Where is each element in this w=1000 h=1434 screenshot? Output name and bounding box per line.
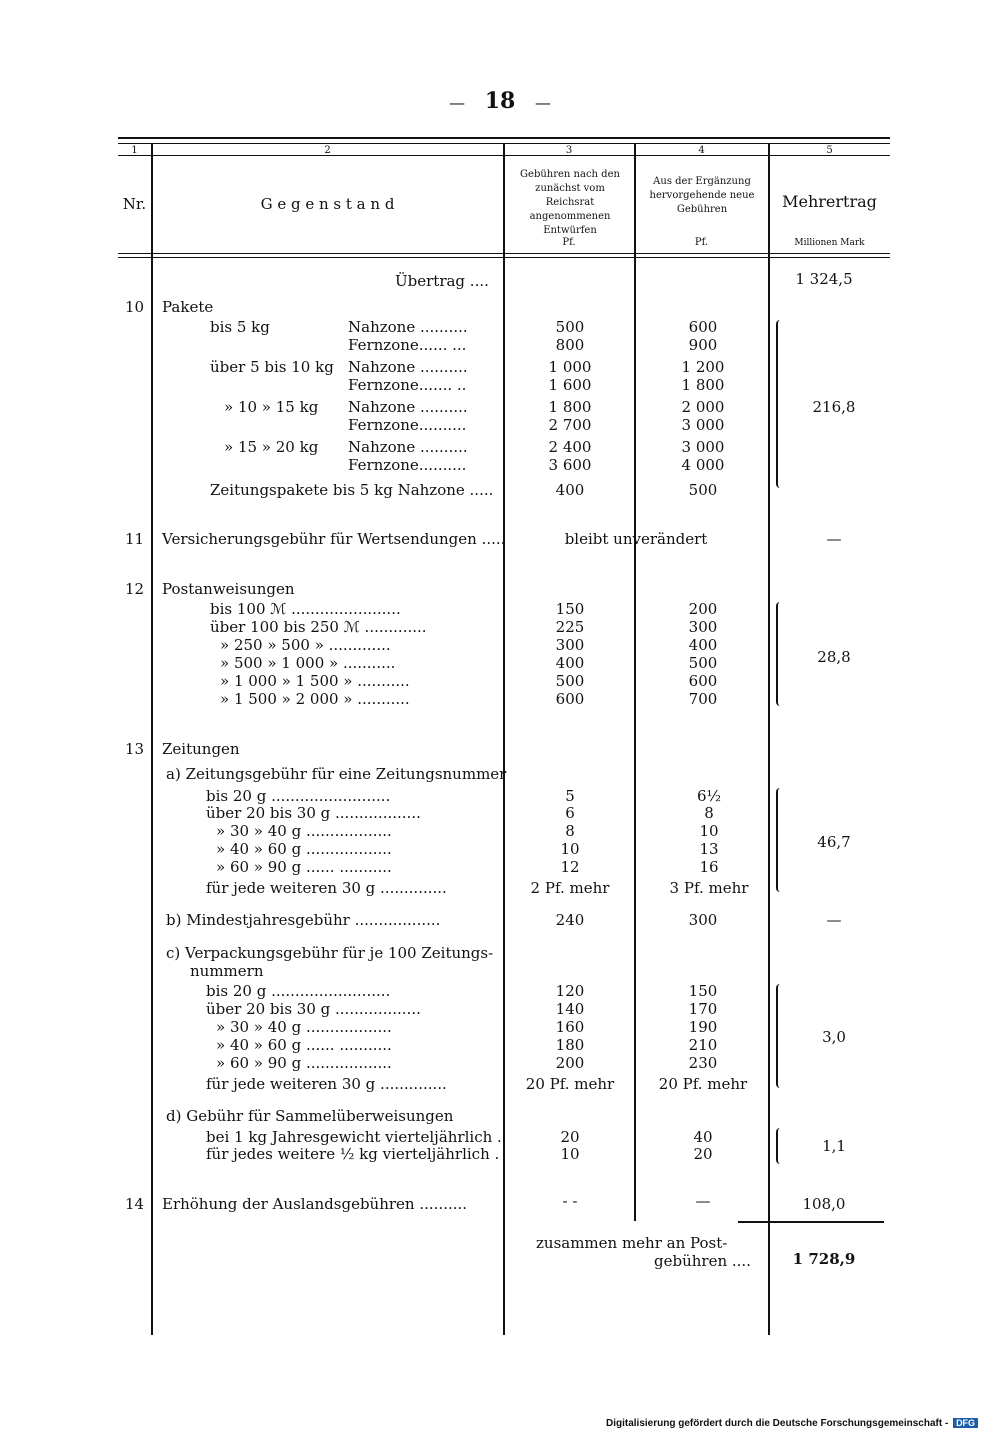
s13a-row-label: » 60 » 90 g ...... ...........: [216, 858, 392, 876]
s13d-c4: 20: [693, 1145, 713, 1163]
s12-c4: 300: [688, 618, 718, 636]
unit-col3: Pf.: [562, 237, 576, 248]
col-num-4: 4: [698, 145, 705, 156]
header-nr: Nr.: [122, 195, 147, 213]
s13c-c4: 170: [688, 1000, 718, 1018]
s13a-mehr: 46,7: [817, 833, 851, 851]
s13a-row-label: für jede weiteren 30 g ..............: [206, 879, 447, 897]
s10-zone: Fernzone...... ...: [348, 336, 467, 354]
s10-c4: 1 800: [681, 376, 725, 394]
s10-zone: Nahzone ..........: [348, 318, 468, 336]
s13d-row-label: bei 1 kg Jahresgewicht vierteljährlich .: [206, 1128, 502, 1146]
s13d-row-label: für jedes weitere ½ kg vierteljährlich .: [206, 1145, 500, 1163]
s12-c4: 600: [688, 672, 718, 690]
s12-nr: 12: [124, 580, 145, 598]
total-line-2: gebühren ....: [654, 1252, 751, 1270]
header-col3: Gebühren nach den zunächst vom Reichsrat angenommenen Entwürfen: [520, 169, 620, 236]
s13-nr: 13: [124, 740, 145, 758]
s12-c4: 200: [688, 600, 718, 618]
s13c-c3: 20 Pf. mehr: [525, 1075, 615, 1093]
s10-title: Pakete: [162, 298, 214, 316]
s13c-c4: 190: [688, 1018, 718, 1036]
s13b-c3: 240: [555, 911, 585, 929]
s10-c3: 1 000: [548, 358, 592, 376]
s13c-c4: 150: [688, 982, 718, 1000]
s10-c3: 2 400: [548, 438, 592, 456]
total-line-1: zusammen mehr an Post-: [536, 1234, 728, 1252]
col-num-1: 1: [131, 145, 138, 156]
s10-c3: 400: [555, 481, 585, 499]
s13c-row-label: bis 20 g .........................: [206, 982, 391, 1000]
s13a-c4: 10: [699, 822, 719, 840]
s13d-c3: 20: [560, 1128, 580, 1146]
s12-c3: 500: [555, 672, 585, 690]
page-number-line: [440, 88, 560, 114]
s12-c4: 400: [688, 636, 718, 654]
s10-c3: 2 700: [548, 416, 592, 434]
unit-col5: Millionen Mark: [794, 238, 865, 248]
s13c-mehr: 3,0: [822, 1028, 846, 1046]
s10-weight: bis 5 kg: [210, 318, 270, 336]
unit-col4: Pf.: [694, 237, 709, 248]
s10-mehr: 216,8: [812, 398, 856, 416]
uebertrag-label: Übertrag ....: [395, 272, 489, 290]
s10-c4: 2 000: [681, 398, 725, 416]
footer-credit: [606, 1418, 978, 1429]
col-num-2: 2: [324, 145, 331, 156]
s12-row-label: » 250 » 500 » .............: [220, 636, 391, 654]
s10-weight: » 10 » 15 kg: [224, 398, 319, 416]
s13a-c3: 10: [560, 840, 580, 858]
page-number: 18: [484, 88, 516, 114]
s10-zone: Fernzone..........: [348, 416, 467, 434]
header-col4: Aus der Ergänzung hervorgehende neue Gebühren: [649, 176, 755, 215]
s10-c3: 500: [555, 318, 585, 336]
s13c-title-1: c) Verpackungsgebühr für je 100 Zeitungs-: [166, 944, 494, 962]
s12-row-label: bis 100 ℳ .......................: [210, 600, 401, 618]
s10-zeitungspakete: Zeitungspakete bis 5 kg Nahzone .....: [210, 481, 494, 499]
s12-c3: 150: [555, 600, 585, 618]
col-num-5: 5: [826, 145, 833, 156]
s13c-c3: 180: [555, 1036, 585, 1054]
dash-left: —: [449, 93, 466, 112]
s13a-c3: 12: [560, 858, 580, 876]
s10-c3: 800: [555, 336, 585, 354]
s13c-c3: 140: [555, 1000, 585, 1018]
s10-c4: 500: [688, 481, 718, 499]
s13a-title: a) Zeitungsgebühr für eine Zeitungsnummer: [166, 765, 507, 783]
s13a-row-label: » 40 » 60 g ..................: [216, 840, 392, 858]
header-col5: Mehrertrag: [782, 192, 877, 211]
s10-zone: Nahzone ..........: [348, 358, 468, 376]
s10-c4: 4 000: [681, 456, 725, 474]
s10-c3: 3 600: [548, 456, 592, 474]
s10-zone: Nahzone ..........: [348, 398, 468, 416]
s12-row-label: » 500 » 1 000 » ...........: [220, 654, 396, 672]
s13a-c3: 6: [565, 804, 575, 822]
s13b-mehr: —: [826, 911, 842, 929]
s13a-c4: 16: [699, 858, 719, 876]
s10-c4: 900: [688, 336, 718, 354]
s12-c4: 500: [688, 654, 718, 672]
s10-nr: 10: [124, 298, 145, 316]
s13a-c3: 5: [565, 787, 575, 805]
s12-row-label: » 1 000 » 1 500 » ...........: [220, 672, 410, 690]
s13c-row-label: » 60 » 90 g ..................: [216, 1054, 392, 1072]
s10-zone: Nahzone ..........: [348, 438, 468, 456]
col-num-3: 3: [565, 145, 573, 156]
s10-weight: über 5 bis 10 kg: [210, 358, 334, 376]
s13c-row-label: für jede weiteren 30 g ..............: [206, 1075, 447, 1093]
s13c-row-label: » 30 » 40 g ..................: [216, 1018, 392, 1036]
s10-c3: 1 800: [548, 398, 592, 416]
s13c-title-2: nummern: [190, 962, 264, 980]
s13c-c4: 210: [688, 1036, 718, 1054]
s13c-row-label: » 40 » 60 g ...... ...........: [216, 1036, 392, 1054]
s12-c3: 225: [555, 618, 585, 636]
s12-c4: 700: [688, 690, 718, 708]
s13c-row-label: über 20 bis 30 g ..................: [206, 1000, 421, 1018]
s10-zone: Fernzone..........: [348, 456, 467, 474]
s13c-c3: 120: [555, 982, 585, 1000]
s14-c4: —: [695, 1192, 711, 1210]
header-gegenstand: G e g e n s t a n d: [260, 195, 395, 213]
uebertrag-value: 1 324,5: [795, 270, 853, 288]
s12-title: Postanweisungen: [162, 580, 295, 598]
s13b-label: b) Mindestjahresgebühr ..................: [166, 911, 441, 929]
s12-c3: 600: [555, 690, 585, 708]
dfg-logo: DFG: [953, 1418, 978, 1428]
s12-mehr: 28,8: [817, 648, 851, 666]
s13a-c4: 6½: [696, 787, 722, 805]
s13c-c4: 230: [688, 1054, 718, 1072]
dash-right: —: [534, 93, 551, 112]
s13-title: Zeitungen: [162, 740, 240, 758]
s14-c3: - -: [562, 1192, 578, 1210]
s13a-row-label: über 20 bis 30 g ..................: [206, 804, 421, 822]
s13c-c3: 200: [555, 1054, 585, 1072]
s11-nr: 11: [124, 530, 145, 548]
s13c-c4: 20 Pf. mehr: [658, 1075, 748, 1093]
s13b-c4: 300: [688, 911, 718, 929]
s13a-c3: 8: [565, 822, 575, 840]
s12-c3: 300: [555, 636, 585, 654]
s10-weight: » 15 » 20 kg: [224, 438, 319, 456]
s13a-c4: 13: [699, 840, 719, 858]
s14-mehr: 108,0: [802, 1195, 846, 1213]
s10-zone: Fernzone....... ..: [348, 376, 467, 394]
s10-c4: 3 000: [681, 416, 725, 434]
total-value: 1 728,9: [792, 1250, 856, 1268]
s13d-c3: 10: [560, 1145, 580, 1163]
s12-row-label: » 1 500 » 2 000 » ...........: [220, 690, 410, 708]
s13d-mehr: 1,1: [822, 1137, 846, 1155]
s10-c3: 1 600: [548, 376, 592, 394]
s11-value: bleibt unverändert: [564, 530, 708, 548]
s13a-c3: 2 Pf. mehr: [530, 879, 610, 897]
s13a-c4: 3 Pf. mehr: [669, 879, 749, 897]
s13a-c4: 8: [704, 804, 714, 822]
s10-c4: 1 200: [681, 358, 725, 376]
footer-text: Digitalisierung gefördert durch die Deutsche Forschungsgemeinschaft -: [606, 1418, 949, 1429]
s11-mehr: —: [826, 530, 842, 548]
s13a-row-label: » 30 » 40 g ..................: [216, 822, 392, 840]
s13c-c3: 160: [555, 1018, 585, 1036]
s13d-c4: 40: [693, 1128, 713, 1146]
s10-c4: 3 000: [681, 438, 725, 456]
s11-label: Versicherungsgebühr für Wertsendungen .....: [162, 530, 506, 548]
s14-label: Erhöhung der Auslandsgebühren ..........: [162, 1195, 468, 1213]
s12-row-label: über 100 bis 250 ℳ .............: [210, 618, 427, 636]
s14-nr: 14: [124, 1195, 145, 1213]
s13d-title: d) Gebühr für Sammelüberweisungen: [166, 1107, 454, 1125]
s13a-row-label: bis 20 g .........................: [206, 787, 391, 805]
s12-c3: 400: [555, 654, 585, 672]
s10-c4: 600: [688, 318, 718, 336]
